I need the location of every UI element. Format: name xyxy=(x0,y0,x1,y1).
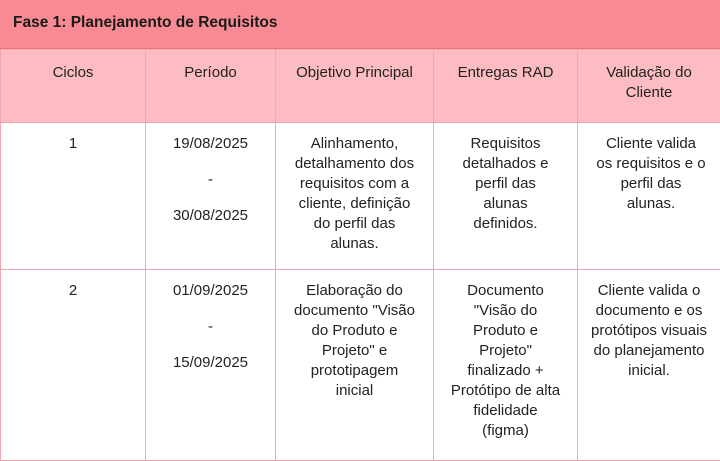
requirements-table xyxy=(0,49,720,461)
header-ciclos: Ciclos xyxy=(1,50,146,123)
phase-title-bar xyxy=(0,0,720,49)
periodo-fim: 15/09/2025 xyxy=(146,353,275,389)
header-validacao: Validação do Cliente xyxy=(578,50,720,123)
header-entregas: Entregas RAD xyxy=(434,50,578,123)
cell-ciclo: 1 xyxy=(1,123,146,270)
header-objetivo: Objetivo Principal xyxy=(276,50,434,123)
cell-validacao: Cliente valida o documento e os protótipos visuais do planejamento inicial. xyxy=(578,270,720,461)
periodo-fim: 30/08/2025 xyxy=(146,206,275,242)
periodo-separator: - xyxy=(146,317,275,353)
header-periodo: Período xyxy=(146,50,276,123)
header-row xyxy=(1,50,720,123)
cell-objetivo: Elaboração do documento "Visão do Produto e Projeto" e prototipagem inicial xyxy=(276,270,434,461)
cell-ciclo: 2 xyxy=(1,270,146,461)
table-row xyxy=(1,123,720,270)
cell-periodo xyxy=(146,270,276,461)
cell-objetivo: Alinhamento, detalhamento dos requisitos com a cliente, definição do perfil das alunas. xyxy=(276,123,434,270)
table-row xyxy=(1,270,720,461)
cell-validacao: Cliente valida os requisitos e o perfil das alunas. xyxy=(578,123,720,270)
cell-entregas: Documento "Visão do Produto e Projeto" finalizado + Protótipo de alta fidelidade (figma) xyxy=(434,270,578,461)
cell-periodo xyxy=(146,123,276,270)
periodo-inicio: 19/08/2025 xyxy=(146,134,275,170)
phase-title: Fase 1: Planejamento de Requisitos xyxy=(13,14,277,32)
cell-entregas: Requisitos detalhados e perfil das alunas definidos. xyxy=(434,123,578,270)
periodo-separator: - xyxy=(146,170,275,206)
periodo-inicio: 01/09/2025 xyxy=(146,281,275,317)
